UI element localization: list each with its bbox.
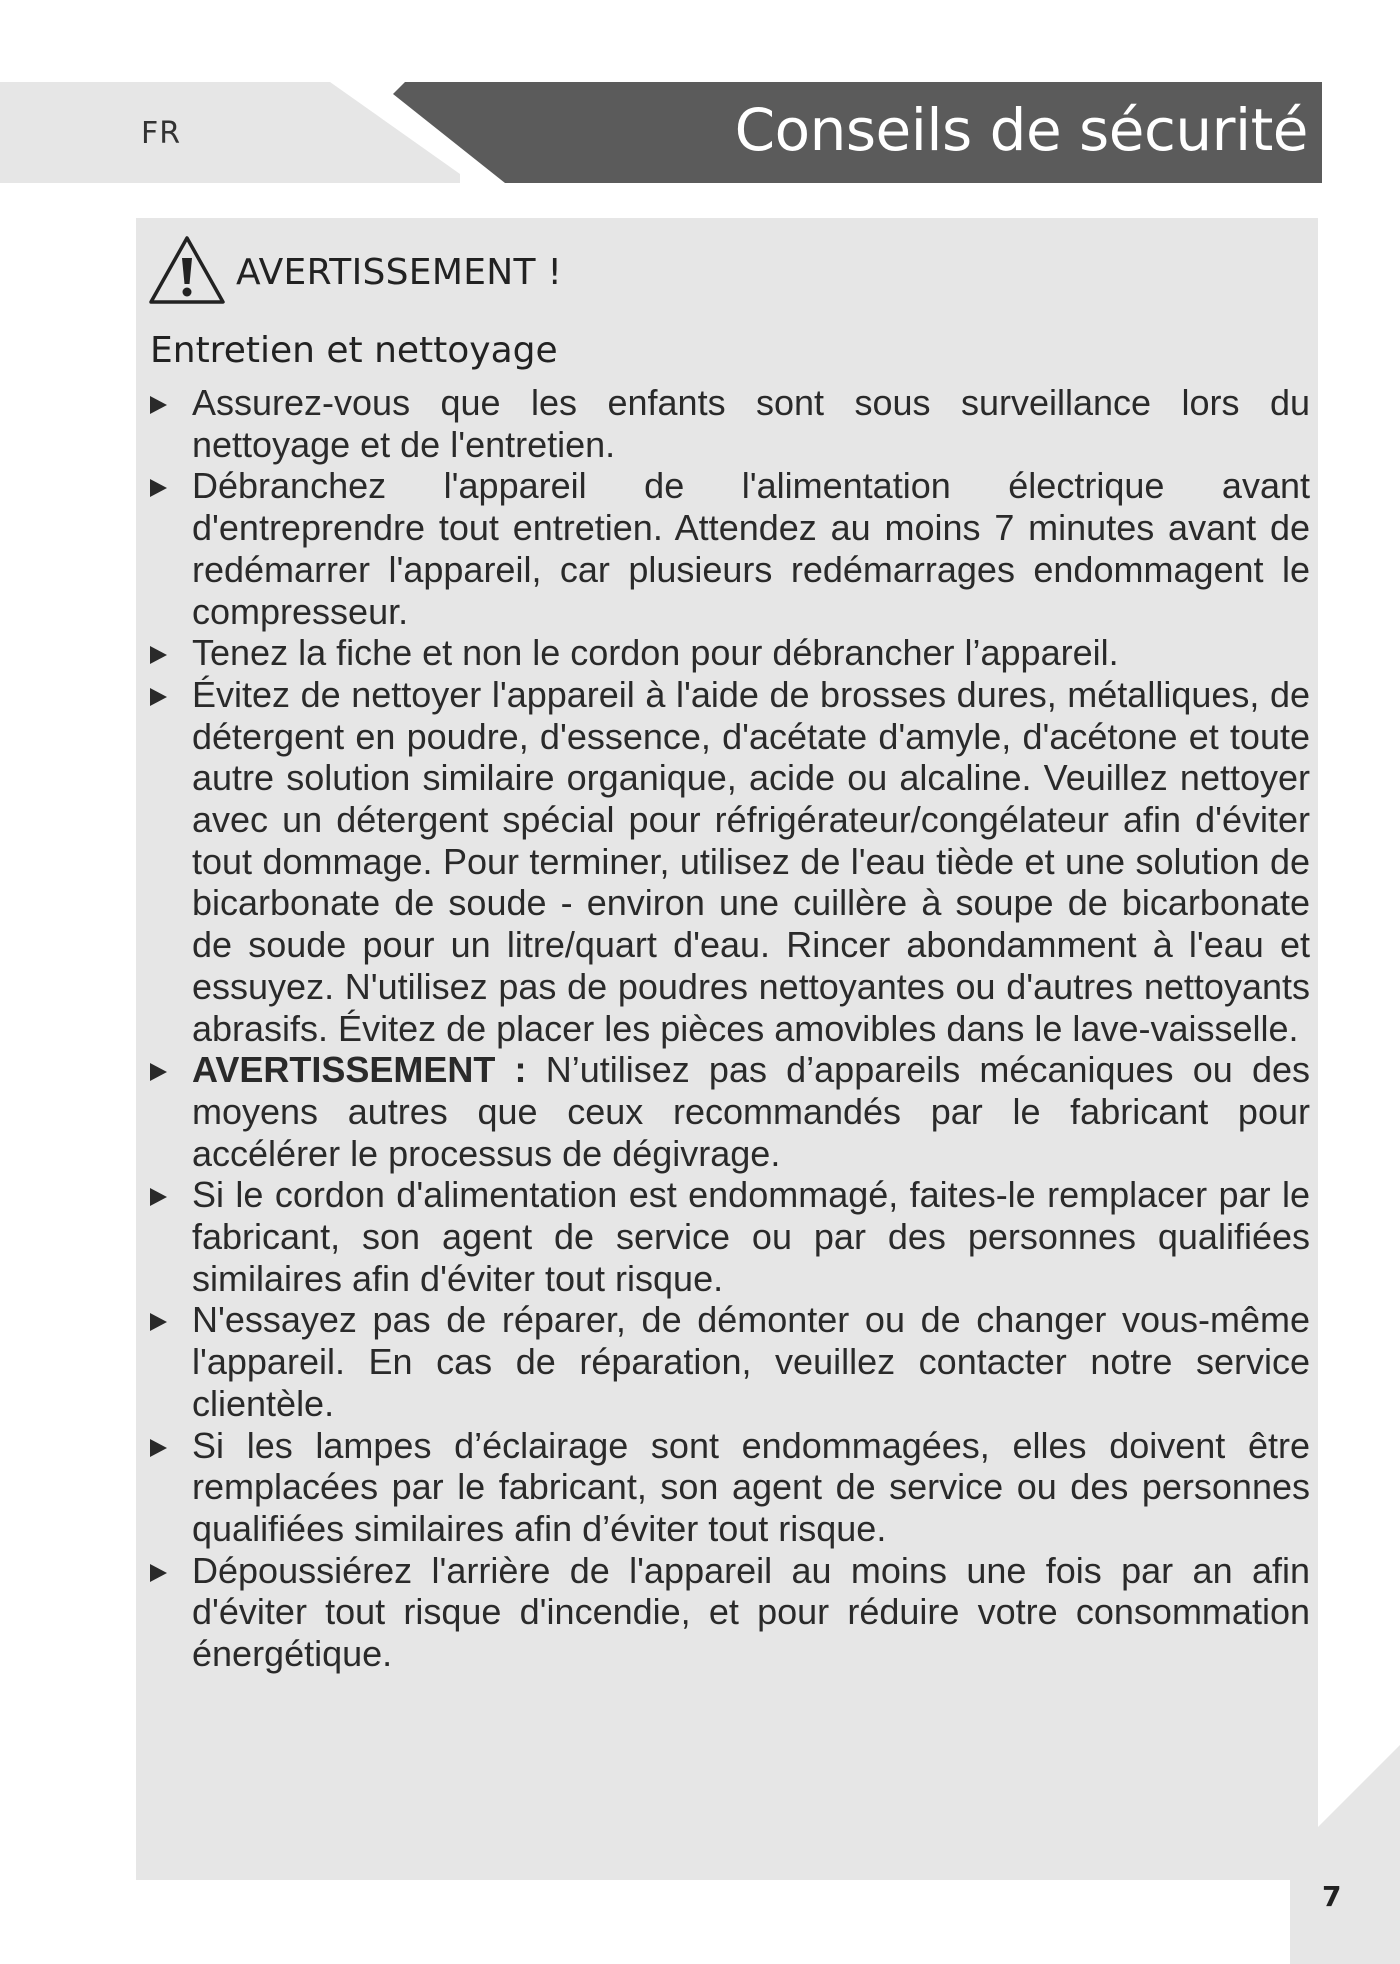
list-item-warning-label: AVERTISSEMENT : (192, 1049, 527, 1091)
list-item-text: N’utilisez pas d’appareils mécaniques ou des moyens autres que ceux recommandés par le fabricant pour accélérer le processus de dégivrage. (192, 1049, 1310, 1174)
bullet-arrow-icon (150, 396, 167, 414)
list-item-text: N'essayez pas de réparer, de démonter ou de changer vous-même l'appareil. En cas de réparation, veuillez contacter notre service clientèle. (192, 1299, 1310, 1424)
list-item-text: Si les lampes d’éclairage sont endommagées, elles doivent être remplacées par le fabricant, son agent de service ou des personnes qualifiées similaires afin d’éviter tout risque. (192, 1424, 1310, 1549)
list-item (150, 1299, 1310, 1424)
section-title: Entretien et nettoyage (150, 330, 558, 371)
list-item (150, 465, 1310, 632)
bullet-arrow-icon (150, 646, 167, 664)
list-item (150, 1425, 1310, 1550)
list-item-text: Tenez la fiche et non le cordon pour débrancher l’appareil. (192, 632, 1119, 674)
warning-triangle-icon (147, 234, 227, 306)
list-item (150, 1049, 1310, 1174)
list-item-text: Débranchez l'appareil de l'alimentation électrique avant d'entreprendre tout entretien. Attendez au moins 7 minutes avant de redémarrer l'appareil, car plusieurs redémarrages endommagent le compresseur. (192, 465, 1310, 632)
bullet-arrow-icon (150, 1564, 167, 1582)
bullet-arrow-icon (150, 688, 167, 706)
list-item (150, 382, 1310, 465)
warning-heading: AVERTISSEMENT ! (236, 252, 563, 293)
list-item (150, 632, 1310, 674)
page-title: Conseils de sécurité (734, 96, 1308, 164)
bullet-arrow-icon (150, 1439, 167, 1457)
bullet-arrow-icon (150, 1063, 167, 1081)
list-item (150, 674, 1310, 1049)
list-item-text: Dépoussiérez l'arrière de l'appareil au moins une fois par an afin d'éviter tout risque d'incendie, et pour réduire votre consommation énergétique. (192, 1549, 1310, 1675)
bullet-arrow-icon (150, 1313, 167, 1331)
list-item (150, 1550, 1310, 1675)
list-item (150, 1174, 1310, 1299)
bullet-arrow-icon (150, 479, 167, 497)
bullet-list (150, 382, 1310, 1675)
list-item-text: Évitez de nettoyer l'appareil à l'aide de brosses dures, métalliques, de détergent en poudre, d'essence, d'acétate d'amyle, d'acétone et toute autre solution similaire organique, acide ou alcaline. Veuillez nettoyer avec un détergent spécial pour réfrigérateur/congélateur afin d'éviter tout dommage. Pour terminer, utilisez de l'eau tiède et une solution de bicarbonate de soude - environ une cuillère à soupe de bicarbonate de soude pour un litre/quart d'eau. Rincer abondamment à l'eau et essuyez. N'utilisez pas de poudres nettoyantes ou d'autres nettoyants abrasifs. Évitez de placer les pièces amovibles dans le lave-vaisselle. (192, 673, 1310, 1049)
page-number: 7 (1322, 1880, 1342, 1913)
language-label: FR (141, 116, 182, 151)
list-item-text: Si le cordon d'alimentation est endommagé, faites-le remplacer par le fabricant, son agent de service ou par des personnes qualifiées similaires afin d'éviter tout risque. (192, 1174, 1310, 1299)
bullet-arrow-icon (150, 1188, 167, 1206)
list-item-text: Assurez-vous que les enfants sont sous surveillance lors du nettoyage et de l'entretien. (192, 382, 1310, 465)
language-tab (0, 82, 460, 183)
